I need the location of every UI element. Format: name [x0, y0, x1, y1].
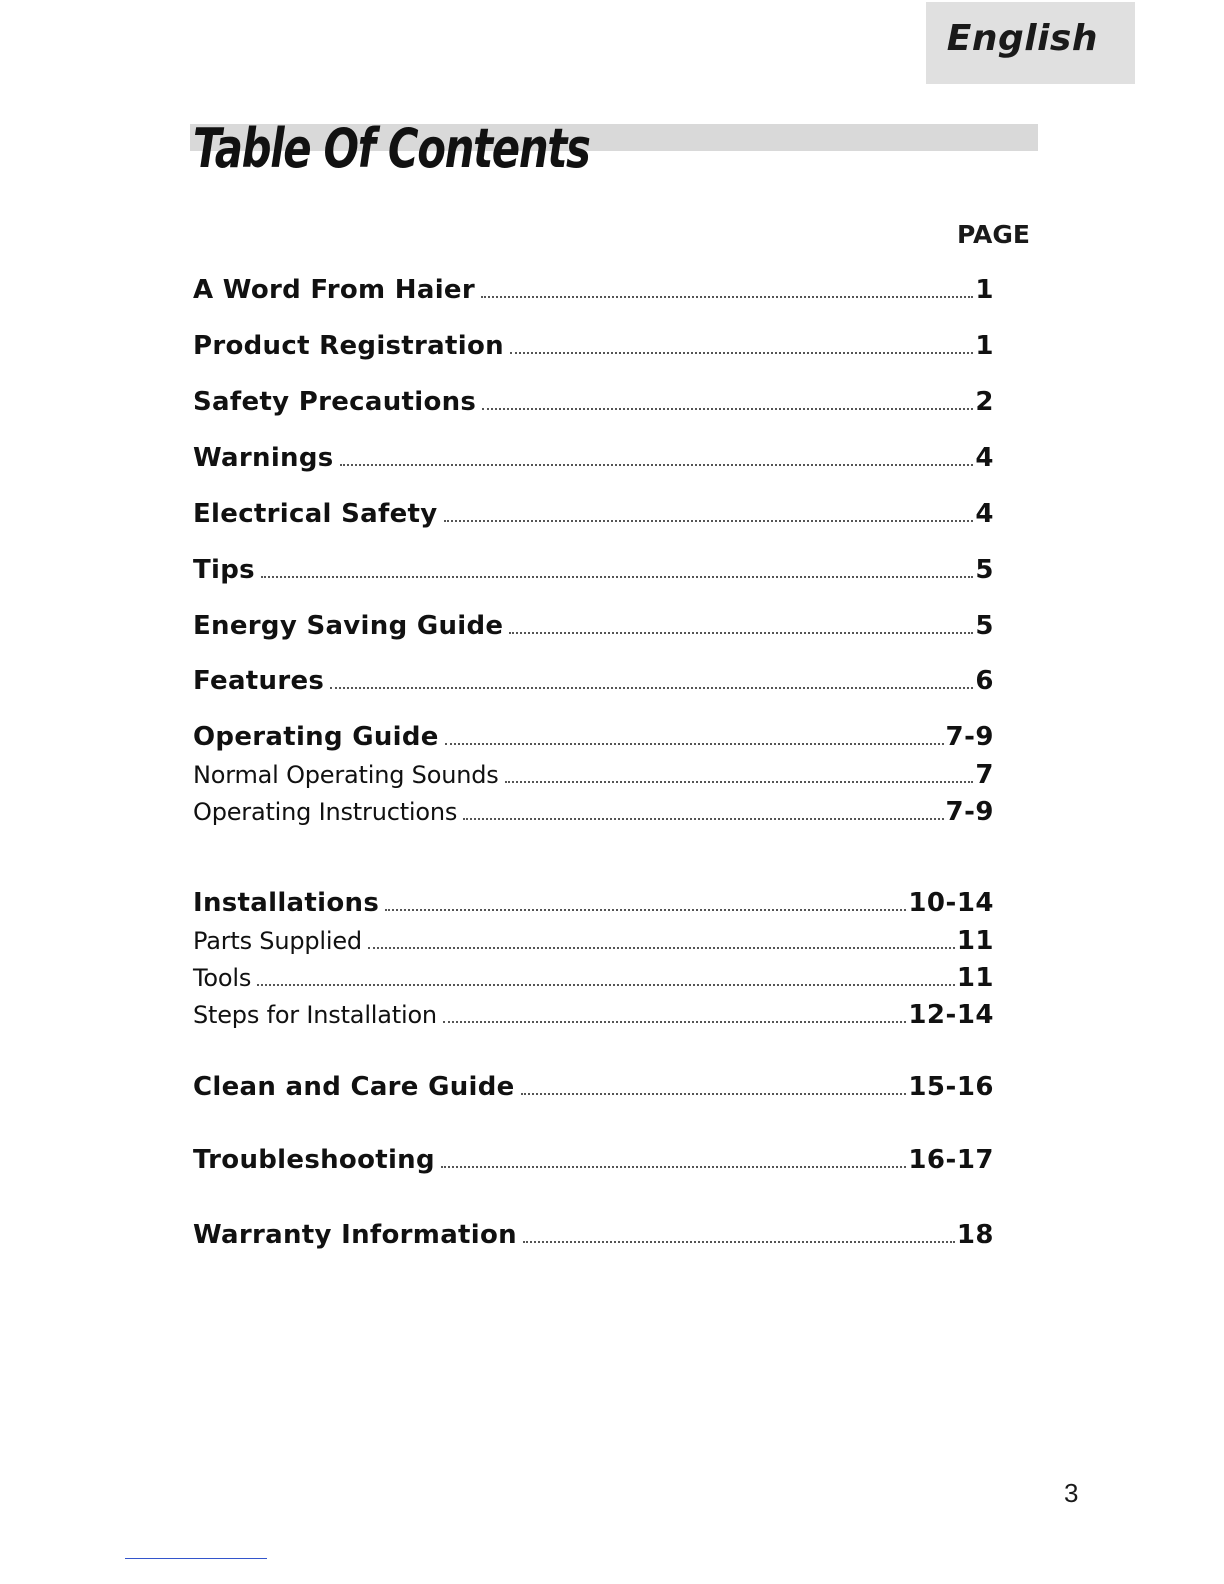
toc-entry-label: A Word From Haier [193, 275, 475, 305]
toc-entry-page: 4 [975, 499, 994, 529]
toc-entry[interactable] [193, 724, 994, 750]
toc-entry[interactable] [193, 668, 994, 694]
dot-leader [261, 576, 973, 578]
toc-entry-page: 18 [956, 1220, 994, 1250]
page-number: 3 [1064, 1478, 1079, 1508]
toc-entry-label: Warnings [193, 443, 334, 473]
toc-entry-label: Energy Saving Guide [193, 611, 504, 641]
toc-entry-label: Installations [193, 888, 380, 918]
toc-entry-label: Troubleshooting [193, 1145, 435, 1175]
toc-entry-page: 6 [975, 666, 994, 696]
toc-entry-label: Operating Guide [193, 722, 439, 752]
toc-entry-page: 5 [975, 611, 994, 641]
toc-entry-page: 11 [956, 926, 994, 956]
toc-subentry[interactable] [193, 965, 994, 991]
language-tab [926, 2, 1135, 84]
toc-entry-page: 16-17 [908, 1145, 994, 1175]
toc-subentry[interactable] [193, 1002, 994, 1028]
toc-entry-page: 2 [975, 387, 994, 417]
dot-leader [330, 687, 973, 689]
page-title: Table Of Contents [193, 117, 590, 180]
dot-leader [523, 1241, 955, 1243]
dot-leader [441, 1166, 906, 1168]
toc-subentry[interactable] [193, 799, 994, 825]
toc-entry[interactable] [193, 1222, 994, 1248]
dot-leader [368, 947, 955, 949]
dot-leader [481, 296, 973, 298]
toc-entry-page: 11 [956, 963, 994, 993]
toc-entry-page: 15-16 [908, 1072, 994, 1102]
dot-leader [444, 520, 974, 522]
toc-entry-label: Steps for Installation [193, 1001, 437, 1029]
toc-entry-page: 1 [975, 275, 994, 305]
toc-entry-label: Tools [193, 964, 252, 992]
toc-subentry[interactable] [193, 762, 994, 788]
dot-leader [340, 464, 974, 466]
dot-leader [443, 1021, 906, 1023]
toc-entry-label: Warranty Information [193, 1220, 517, 1250]
toc-entry-label: Product Registration [193, 331, 504, 361]
language-label: English [946, 18, 1098, 59]
toc-entry-label: Operating Instructions [193, 798, 458, 826]
footer-rule [125, 1558, 267, 1559]
toc-entry-label: Safety Precautions [193, 387, 477, 417]
dot-leader [385, 909, 906, 911]
toc-subentry[interactable] [193, 928, 994, 954]
toc-entry[interactable] [193, 389, 994, 415]
dot-leader [445, 743, 944, 745]
toc-entry-label: Parts Supplied [193, 927, 362, 955]
toc-entry[interactable] [193, 445, 994, 471]
toc-entry[interactable] [193, 501, 994, 527]
toc-entry[interactable] [193, 1147, 994, 1173]
toc-entry-label: Normal Operating Sounds [193, 761, 499, 789]
toc-entry-page: 7 [975, 760, 994, 790]
toc-entry-page: 10-14 [908, 888, 994, 918]
dot-leader [257, 984, 955, 986]
toc-entry-page: 12-14 [908, 1000, 994, 1030]
toc-entry[interactable] [193, 557, 994, 583]
dot-leader [509, 632, 973, 634]
toc-entry-label: Tips [193, 555, 255, 585]
toc-entry-label: Features [193, 666, 325, 696]
dot-leader [521, 1093, 907, 1095]
toc-entry[interactable] [193, 890, 994, 916]
dot-leader [463, 818, 943, 820]
toc-entry[interactable] [193, 333, 994, 359]
dot-leader [510, 352, 973, 354]
toc-entry-page: 7-9 [945, 797, 994, 827]
toc-entry-page: 4 [975, 443, 994, 473]
toc-entry-label: Clean and Care Guide [193, 1072, 515, 1102]
toc-entry-page: 5 [975, 555, 994, 585]
page-column-header: PAGE [957, 220, 1030, 249]
dot-leader [505, 781, 974, 783]
dot-leader [482, 408, 973, 410]
toc-entry[interactable] [193, 277, 994, 303]
toc-entry[interactable] [193, 613, 994, 639]
toc-entry-label: Electrical Safety [193, 499, 438, 529]
toc-entry-page: 1 [975, 331, 994, 361]
toc-entry[interactable] [193, 1074, 994, 1100]
toc-entry-page: 7-9 [945, 722, 994, 752]
